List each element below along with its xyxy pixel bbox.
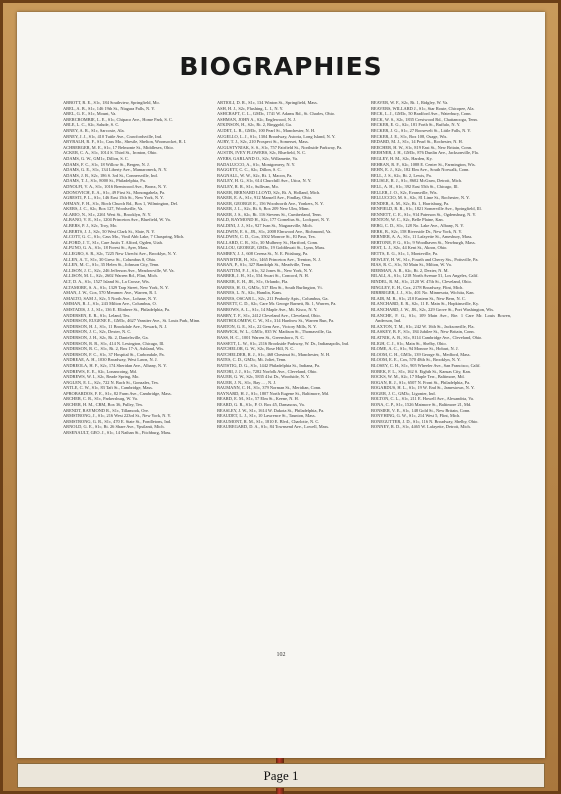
biography-entry: ANDERSON, J. C., S2c, Dexter, N. C. xyxy=(63,329,132,335)
biography-entry: BEASLEY, J. W., S1c, 1614 W. Dakota St., Philadelphia, Pa. xyxy=(217,407,325,413)
biography-entry: BLAIR, M. R., S1c, 210 Eastern St., New Bern, N. C. xyxy=(371,295,466,301)
biography-entry: ANDREWS, E. E., S2c, Lonancoing, Md. xyxy=(63,368,137,374)
biography-entry: ASHMAN, JOHN A., S2c, Englewood, N. J. xyxy=(217,116,296,122)
biography-entry: ALBANO, V. E., S1c, 1204 Princeton Ave., Bluefield, W. Va. xyxy=(63,217,171,223)
biography-entry: BAYNARD, H. J., S1c, 1807 North Eugene St., Baltimore, Md. xyxy=(217,390,330,396)
biography-entry: ABNEY, J. J., S1c, 410 Tuttle Ave., Crawfordsville, Ind. xyxy=(63,133,162,139)
biography-entry: ANDERSON, H. J., S1c, 11 Brookdale Ave., Newark, N. J. xyxy=(63,323,168,329)
biography-entry: ARMSTRONG, J., S1c, 216 West 223rd St., New York, N. Y. xyxy=(63,413,172,419)
document-page xyxy=(17,12,545,758)
biography-entry: BENTON, W. C., S2c, Belle Plaine, Kan. xyxy=(371,217,444,223)
biography-entry: BATES, C. D., GM3c, Mt. Joliet, Tenn. xyxy=(217,357,287,363)
biography-entry: BOCKS, W. M., S2c, 17 Maple Terr., Baltimore, Md. xyxy=(371,374,465,380)
biography-entry: ALBERS, P. J., S2c, Troy, Mo. xyxy=(63,223,118,229)
biography-entry: BARWICK, W. L., GM3c, 835 W. Madison St., Thomasville, Ga. xyxy=(217,329,333,335)
biography-entry: BARNETT, C. D., S2c, Care Mr. George Barnett, Rt. 1, Warren, Pa. xyxy=(217,301,337,307)
biography-entry: ABERCROMBIE, L. E., S1c, Chipaco Ave., Home Park, S. C. xyxy=(63,116,174,122)
biography-entry: ALFORD, J. T., S1c, Care Justis T. Alford, Ogden, Utah. xyxy=(63,239,163,245)
biography-entry: BEAUMONT, R. M., S1c, 1810 E. Blvd., Charlotte, N. C. xyxy=(217,418,320,424)
biography-entry: BADALUCCO, A., S1c, Montgomery, N. Y. xyxy=(217,161,296,167)
biography-entry: BLAXTON, T. M., S1c, 242 W. 16th St., Jacksonville, Fla. xyxy=(371,323,475,329)
biography-entry: BLOSEY, C. H., S1c, 905 Wheeler Ave., San Francisco, Calif. xyxy=(371,362,481,368)
biography-entry: ANDERSON, F. C., S1c, 37 Hospital St., Carbondale, Pa. xyxy=(63,351,165,357)
biography-entry: AGRESTI, P. L., S1c, 146 East 15th St., New York, N. Y. xyxy=(63,195,164,201)
biography-entry: ALLISON, M. L., S2c, 2602 Warren Rd., Flint, Mich. xyxy=(63,273,158,279)
column-2 xyxy=(217,100,357,660)
biography-entry: BOGARDUS, H. L., S1c, 19 W. End St., Jamestown, N. Y. xyxy=(371,385,475,391)
biography-entry: BAKER, J. S., S2c, Rt. 116 Stevens St., Cumberland, Tenn. xyxy=(217,211,322,217)
biography-entry: BEWLEY, H. W., S1c, Fourth and Cherry Sts., Pottsville, Pa. xyxy=(371,256,479,262)
biography-entry: BEHRAN, R. F., S2c, 1088 E. Center St., Farmington, Wis. xyxy=(371,161,476,167)
biography-entry: ACHBERGER, M. E., S1c, 17 Belmonte St., Middlesex, Ohio. xyxy=(63,144,174,150)
biography-entry: BLASKEY, B. F., S1c, 184 Jubilee St., New Britain, Conn. xyxy=(371,329,475,335)
biography-entry: BETTS, E. G., S1c, 1, Monteville, Pa. xyxy=(371,251,439,257)
biography-entry: BAGNALL, W. W., S2c, Rt. 1, Macon, Pa. xyxy=(217,172,293,178)
biography-entry: ANDREWS, W. I., S2c, Reade Spring, Mo. xyxy=(63,374,140,380)
biography-entry: ANDERSON, EUGENE E., GM3c, 4627 Vanstter Ave., St. Louis Park, Minn. xyxy=(63,318,201,324)
biography-entry: BARTON, G. E., S1c, 22 Gem Ave., Victory Mills, N. Y. xyxy=(217,323,317,329)
biography-entry: ANDERSEN, E. R., S1c, Leland, Tex. xyxy=(63,312,131,318)
biography-entry: BAUER, J. N., S1c, Bay ... , N. J. xyxy=(217,379,277,385)
biography-entry: BARATTINI, F. J., S1c, 32 Jones St., New York, N. Y. xyxy=(217,267,313,273)
biography-entry: ANGLEN, E. L., S2c, 722 N. Bach St., Gonzales, Tex. xyxy=(63,379,160,385)
biography-entry: BEAUDET, L. J., S1c, 10 Lawrence St., Taunton, Mass. xyxy=(217,413,316,419)
biography-entry: BARROWS, A. L., S1c, 14 Maple Ave., Mt. Kisco, N. Y. xyxy=(217,306,318,312)
biography-entry: BARNES, H. O., GM3c, 517 Elm St., South Burlington, Vt. xyxy=(217,284,323,290)
biography-entry: BEAVER, W. F., S2c, Rt. 1, Ridgley, W. Va. xyxy=(371,100,449,105)
biography-entry: BEAUREGARD, D. A., S1c, 84 Townsend Ave., Lowell, Mass. xyxy=(217,424,330,430)
biography-entry: BECKER, J. G., S1c, 27 Roosevelt St., Little Falls, N. Y. xyxy=(371,127,472,133)
biography-entry: ASH, H. J., S2c, Flushing, L. I., N. Y. xyxy=(217,105,284,111)
biography-entry: BILALI, A., S1c, 1218 North Avenue 51, Los Angeles, Calif. xyxy=(371,273,479,279)
biography-entry: ADAMS, G. W., GM1c, Dillon, S. C. xyxy=(63,155,129,161)
biography-entry: BALLARD, C. R., S1c, 30 Mulberry St., Hartford, Conn. xyxy=(217,239,319,245)
biography-entry: BAKER, BERNARD LLOYD, S2c, Rt. A, Holland, Mich. xyxy=(217,189,321,195)
biography-entry: AHMAN, F. H., S1c, Birch Church Rd., Box 1, Wilmington, Del. xyxy=(63,200,179,206)
biography-entry: BONEGUTTER, J. D., S1c, 116 N. Broadway, Shelby, Ohio. xyxy=(371,418,479,424)
biography-entry: ADAMS, J. B., S2c, 186 S. 3rd St., Connersville, Ind. xyxy=(63,172,158,178)
biography-entry: BOGAN, R. J., S1c, 6507 N. Front St., Philadelphia, Pa. xyxy=(371,379,471,385)
biography-entry: BECK, L. J., GM3c, 50 Bradford Ave., Waterbury, Conn. xyxy=(371,111,472,117)
biography-entry: ADAMS, T. J., S1c, 8000 St., Philadelphia, Pa. xyxy=(63,178,146,184)
biography-entry: AUGUSTYNIAK, S. S., S1c, 757 Fairfield St., Northside Parkway, Pa. xyxy=(217,144,343,150)
biography-entry: AYERS, GARLAND O., S2c, Willamette, Va. xyxy=(217,155,299,161)
biography-entry: APROBARDOS, F. E., S1c, 82 Farm Ave., Cambridge, Mass. xyxy=(63,390,172,396)
biography-entry: ABYBALH, R. F., S1c, Cass Mo., Shesile, Shelton, Woonsocket, R. I. xyxy=(63,139,187,145)
biography-entry: BENNETT, C. E., S1c, 914 Paterson St., Ogdensburg, N. Y. xyxy=(371,211,477,217)
biography-entry: ALLEN, A. T., S1c, 30 Gresc St., Columbus 8, Ohio. xyxy=(63,256,157,262)
biography-entry: BELLUCCIO, M. S., S2c, 81 Lime St., Rochester, N. Y. xyxy=(371,195,470,201)
biography-entry: BEST, L. J., S2c, 44 Kent St., Akron, Ohio. xyxy=(371,245,448,251)
biography-entry: ABEL, A. B., S1c, 146 19th St., Niagara Falls, N. Y. xyxy=(63,105,155,111)
biography-entry: BERNIER, A. A., S1c, 11 Lafayette St., Amesbury, Mass. xyxy=(371,234,473,240)
biography-entry: BARTHOLOMEW, C. W., S1c, 314 Hardrow St., Warren Run, Pa. xyxy=(217,318,335,324)
biography-entry: BEARD, G. R., S1c, P. O. Box 45, Damascus, Va. xyxy=(217,402,305,408)
biography-entry: BLANCHARD, J. W., JR., S2c, 229 Grove St., Port Washington, Wis. xyxy=(371,306,495,312)
biography-entry: ARSENAULT, GEO. J., S1c, 14 Nathan St., Fitchburg, Mass. xyxy=(63,430,172,436)
biography-entry: ALTAMORE, S. A., S1c, 1329 Tarp Street, New York, N. Y. xyxy=(63,284,169,290)
biography-entry: AMAN, J. W., Cox, 570 Meramec Ave., Warren, R. I. xyxy=(63,290,157,296)
biography-entry: AUGELLO, L. J., S1c, 1304 Broadway, Astoria, Long Island, N. Y. xyxy=(217,133,336,139)
page-indicator-label: Page 1 xyxy=(263,768,299,783)
biography-entry: BARNES, L. N., S2c, Hamlin, Kans. xyxy=(217,290,283,296)
biography-entry: BONSIER, V. E., S1c, 148 Gold St., New Britain, Conn. xyxy=(371,407,471,413)
biography-entry: BAKER, E. A., S1c, 912 Mansell Ave., Findlay, Ohio. xyxy=(217,195,313,201)
biography-entry: ABLE, L. C., S2c, Salude, S. C. xyxy=(63,122,120,128)
biography-entry: BEHN, E. J., S2c, 182 Elm Ave., South Norwalk, Conn. xyxy=(371,167,470,173)
biography-entry: ALLEGRO, S. R., S2c, 7225 New Utrecht Ave., Brooklyn, N. Y. xyxy=(63,251,177,257)
biography-entry: BAMBEY, J. J., 608 Cerena St., N. E. Pittsburg, Pa. xyxy=(217,251,309,257)
biography-entry: BAUMANN, C. H., S1c, 379 Norman St., Meridian, Conn. xyxy=(217,385,322,391)
biography-entry: ALFUNO, G. A., S1c, 18 Forest St., Ayer, Mass. xyxy=(63,245,149,251)
biography-entry: AUSTIN, IVEY FLOWERS, S2c, Bluefield, N. C. xyxy=(217,150,307,156)
biography-entry: BAUER, G. W., S2c, 5835 41st Dr., Woodside, N. Y. xyxy=(217,374,310,380)
biography-entry: BERK, B., S2c, 158 Riverside Dr., New York, N. Y. xyxy=(371,228,463,234)
biography-entry: BECKER, E. G., S2c, 181 Forth St., Buffalo, N. Y. xyxy=(371,122,461,128)
biography-entry: AKERS, J. C., S2c, Box 127, Woodsville, Va. xyxy=(63,206,144,212)
printed-page-number: 102 xyxy=(276,652,286,658)
biography-entry: ARMSTRONG, G. R., S1c, 470 E. State St., Fondletons, Ind. xyxy=(63,418,172,424)
biography-entry: ALLISON, J. C., S2c, 246 Jefferson Ave., Meadowville, W. Va. xyxy=(63,267,175,273)
biography-entry: BLATNIK, A. B., S1c, 8114 Cambridge Ave., Cleveland, Ohio. xyxy=(371,334,483,340)
biography-entry: AMSTADIS, J. J., S1c, 136 E. Elinbere St., Philadelphia, Pa. xyxy=(63,306,171,312)
biography-entry: AURY, T. J., S2c, 210 Prospect St., Somerset, Mass. xyxy=(217,139,309,145)
biography-entry: BASSETT, L. W., S1c, 2116 Brookside Parkway, W. Dr., Indianapolis, Ind. xyxy=(217,340,350,346)
biography-entry: BATCHELDER, R. J., S1c, 468 Chestnut St., Manchester, N. H. xyxy=(217,351,331,357)
biography-entry: ABNEY, A. R., S1c, Sarcoxie, Ala. xyxy=(63,127,125,133)
biography-entry: ANDREOLA, H. F., S2c, 174 Sheridan Ave., Albany, N. Y. xyxy=(63,362,167,368)
biography-entry: BECK, W. S., S2c, 1835 Crestwood Rd., Chattanooga, Tenn. xyxy=(371,116,478,122)
biography-entry: ADNOLFI, V. A., S1c, 1016 Brentwood Ave., Bronx, N. Y. xyxy=(63,183,167,189)
biography-entry: ADAMS, F. C., S1c, 18 Willow St., Bergen, N. J. xyxy=(63,161,150,167)
biography-entry: BONA, C. P., S1c, 1526 Matmore St., Baltimore 21, Md. xyxy=(371,402,472,408)
biography-entry: BONNEY, R. D., S1c, 4465 W. Lafayette, Detroit, Mich. xyxy=(371,424,471,430)
biography-entry: BIRBRIGER, J. J., S1c, 401 No. Minnesota, Wichita, Kan. xyxy=(371,290,475,296)
biography-entry: AUDET, L. R., GM3c, 100 Pearl St., Manchester, N. H. xyxy=(217,127,316,133)
biography-entry: BLOOM, C. H., GM3c, 139 George St., Medford, Mass. xyxy=(371,351,471,357)
biography-entry: BLANCHARD, E. R., S2c, 11 E. Main St., Hopkinsville, Ky. xyxy=(371,301,479,307)
biography-entry: BLOME, A. C., S1c, 94 Monroe St., Hobart, N. J. xyxy=(371,346,459,352)
biography-entry: ANDERSON, R. C., S1c, Rt. 2, Box 17-A, Ashland, Wis. xyxy=(63,346,165,352)
biography-entry: ACKER, C. A., S1c, 1014 S. Third St., Ironton, Ohio. xyxy=(63,150,158,156)
biography-entry: BECKER, J. E., S1c, Box 108, Osage, Wis. xyxy=(371,133,448,139)
biography-entry: BALDINI, J. J., S1c, 927 Ivan St., Niagaraville, Mich. xyxy=(217,223,313,229)
biography-entry: AMMAN, R. J., S1c, 243 Milton Ave., Columbus, O. xyxy=(63,301,157,307)
biography-entry: ALT, D. A., S1c, 1527 Island St., La Crosse, Wis. xyxy=(63,279,150,284)
biography-entry: BEECHER, H. W., S1c, 819 East St., New Britain, Conn. xyxy=(371,144,472,150)
biography-entry: BARNES, OSCAR L., S2c, 211 Peabody Apts., Columbus, Ga. xyxy=(217,295,329,301)
biography-entry: ARCHER, C. R., S1c, Parkersburg, W. Va. xyxy=(63,396,138,402)
biography-entry: ABBOTT, R. E., S1c, 184 Southview, Springfield, Mo. xyxy=(63,100,160,105)
biography-entry: BATCHELOR, G. W., S2c, Rose Hill, N. C. xyxy=(217,346,295,352)
biography-entry: ALCOTT, G. C., S1c, Cass Mo., Vinil Abb Lake, 7 Chaspring, Mich. xyxy=(63,234,185,240)
biography-entry: ALBERTS, J. J., S2c, 50 West Clark St., Slate, N. Y. xyxy=(63,228,155,234)
biography-entry: ABEL, G. E., S1c, Mount, Va. xyxy=(63,111,117,117)
biography-entry: BIERMAN, A. R., S2c, Rt. 2, Dexter, N. M. xyxy=(371,267,449,273)
biography-entry: ARTIOLI, D. R., S1c, 134 Winton St., Springfield, Mass. xyxy=(217,100,318,105)
biography-entry: BINGLEY, E. H., Cox, 2178 Broadway, Flint, Mich. xyxy=(371,284,464,290)
biography-entry: ASHCRAFT, C. L., GM3c, 1741 W. Adams Rd., St. Charles, Ohio. xyxy=(217,111,336,117)
biography-entry: ANDERSON, R. B., S1c, 414 N. Lexington, Chicago, Ill. xyxy=(63,340,165,346)
biography-entry: BENDER, A. M., S2c, Rt. 1, Harrisburg, Pa. xyxy=(371,200,450,206)
biography-entry: ANDREAE, A. H., 1030 Broadway, West Lawn, N. J. xyxy=(63,357,158,363)
biography-entry: BLANCHE, F. G., S1c, 109 Main Ave., Rte. 1 Care Mr. Louis Bowen, Anderson, Ind. xyxy=(371,312,511,324)
biography-entry: BELL, J. S., S2c, Rt. 2, Lewis, Pa. xyxy=(371,172,432,178)
biography-entry: BAKER, J. L., S2c, Rt. 6, Box 209 New Ulm, Minn. xyxy=(217,206,310,212)
biography-entry: BENFIELD, R. R., S1c, 1821 Somerville Ave., Springfield, Ill. xyxy=(371,206,482,212)
biography-entry: BATORI, J. J., S1c, 7282 Norfolk Ave., Cleveland, Ohio. xyxy=(217,368,318,374)
biography-entry: BINDEL, R. M., S1c, 2120 W. 47th St., Cleveland, Ohio. xyxy=(371,279,472,284)
biography-entry: AMALTO, SAM J., S2c, 5 North Ave., Lohane, N. Y. xyxy=(63,295,157,301)
biography-entry: BARKER, E. H., JR., S1c, Orlando, Fla. xyxy=(217,279,289,284)
biography-entry: BELISLE, R. J., S1c, 8602 McGraw, Detroit, Mich. xyxy=(371,178,463,184)
biography-entry: BARAN, P., S1c, 327 Randolph St., Meadville, Tenn. xyxy=(217,262,312,268)
biography-entry: BEGLEY, H. M., S2c, Harden, Ky. xyxy=(371,155,433,161)
biography-entry: ANDERSON, J. H., S2c, Rt. 2, Danielsville, Ga. xyxy=(63,334,149,340)
biography-entry: BEEHNER, J. H., GM3c, 876 Dunlin Ave., Jacksonville, Fla. xyxy=(371,150,479,156)
biography-entry: BARRY, T. F., S1c, 2412 Cleveland Ave., Cleveland, Ohio. xyxy=(217,312,321,318)
biography-entry: BONYHING, G. W., S1c, 214 West 5, Flint, Mich. xyxy=(371,413,461,419)
page-title: BIOGRAPHIES xyxy=(179,52,383,81)
biography-entry: BAILEY, H. G., S1c, 614 Churchill Ave., Utica, N. Y. xyxy=(217,178,312,184)
biography-entry: BALDWIN, C. D., Cox, 3502 Monroe St., El Paso, Tex. xyxy=(217,234,316,240)
biography-entry: BELL, A. H., S1c, 392 East 55th St., Chicago, Ill. xyxy=(371,183,459,189)
biography-entry: BALLOU, GEORGE, GM3c, 19 Goldthwait St., Lynn, Mass. xyxy=(217,245,326,251)
column-1 xyxy=(63,100,203,660)
biography-entry: BALD, RAYMOND H., S2c, 177 Cornelius St., Lockport, N. Y. xyxy=(217,217,330,223)
biography-entry: BEARD, E. M., S1c, 57 Elm St., Keene, N. H. xyxy=(217,396,299,402)
column-3 xyxy=(371,100,511,660)
biography-entry: BOGER, J. C., GM3c, Ligonier, Ind. xyxy=(371,390,436,396)
biography-entry: ARNOLD, G. E., S1c, Rt. 26 Share Ave., Ypsilanti, Mich. xyxy=(63,424,165,430)
biography-entry: BAKER, GEORGE E., 156 Woodworth Ave., Yonkers, N. Y. xyxy=(217,200,324,206)
biography-entry: BLIGH, C. J., S1c, Main St., Shelby, Ohio. xyxy=(371,340,447,346)
biography-entry: BOBEK, F. L., S1c, 162 S. Eighth St., Kansas City, Kan. xyxy=(371,368,471,374)
biography-entry: BARBER, J. H., S1c, 554 Swart St., Concord, N. H. xyxy=(217,273,309,279)
biography-entry: BLOOM, E. E., Cox, 570 48th St., Brooklyn, N. Y. xyxy=(371,357,461,363)
biography-entry: ARCHER, H. M., CRM, Box 36, Pulley, Tex. xyxy=(63,402,144,408)
biography-entry: BAILEY, R. R., S1c, Sullivan, Mo. xyxy=(217,183,279,189)
biography-entry: BIAS, R. C., S1c, 50 Main St., Milton, W. Va. xyxy=(371,262,452,268)
biography-entry: BANNISTER, H., S1c, 1465 Princeton Ave., Trenton, N. J. xyxy=(217,256,321,262)
biography-entry: BEAVERS, WILLARD J., S1c, Star Route, Chicopee, Ala. xyxy=(371,105,475,111)
biography-entry: ALARIO, N., S1c, 2261 West St., Brooklyn, N. Y. xyxy=(63,211,152,217)
biography-entry: ARENDT, RAYMOND R., S1c, Tillamook, Ore. xyxy=(63,407,149,413)
biography-entry: BELLER, J. O., S2c, Evansville, Wis. xyxy=(371,189,438,195)
biography-entry: BALDWIN, E. S., JR., S1c, 2008 Elmwood Ave., Richmond, Va. xyxy=(217,228,332,234)
entry-columns xyxy=(63,100,511,660)
biography-entry: BERTONE, P. G., S1c, 9 Woodhaven St., Newburgh, Mass. xyxy=(371,239,476,245)
biography-entry: ADONOVICH, E. A., S1c, 49 First St., Monongahela, Pa. xyxy=(63,189,166,195)
biography-entry: BOLTON, C. L., S1c, 211 E. Howell Ave., Alexandria, Va. xyxy=(371,396,474,402)
biography-entry: ALLEN, M. C., S1c, 35 Helen St., Johnson City, Tenn. xyxy=(63,262,160,268)
biography-entry: BERG, C. D., S1c, 128 No. Lake Ave., Albany, N. Y. xyxy=(371,223,464,229)
biography-entry: BEDARD, M. J., S1c, 14 Pearl St., Rochester, N. H. xyxy=(371,139,463,145)
biography-entry: BAGGETT, C. C., S2c, Dillon, S. C. xyxy=(217,167,282,173)
biography-entry: ADAMS, G. E., S1c, 134 Liberty Ave., Mamaroneck, N. Y. xyxy=(63,167,168,173)
biography-entry: BATISTIG, D. G., S1c, 1442 Philadelphia St., Indiana, Pa. xyxy=(217,362,321,368)
biography-entry: ANTLE, C. W., S1c, 83 Taft St., Cambridge, Mass. xyxy=(63,385,153,391)
biography-entry: BASS, H. C., 1001 Warren St., Greensboro, N. C. xyxy=(217,334,305,340)
biography-entry: ATKINSON, H., S2c, Rt. 2, Ringgold, Ga. xyxy=(217,122,292,128)
page-footer-bar xyxy=(17,763,545,788)
